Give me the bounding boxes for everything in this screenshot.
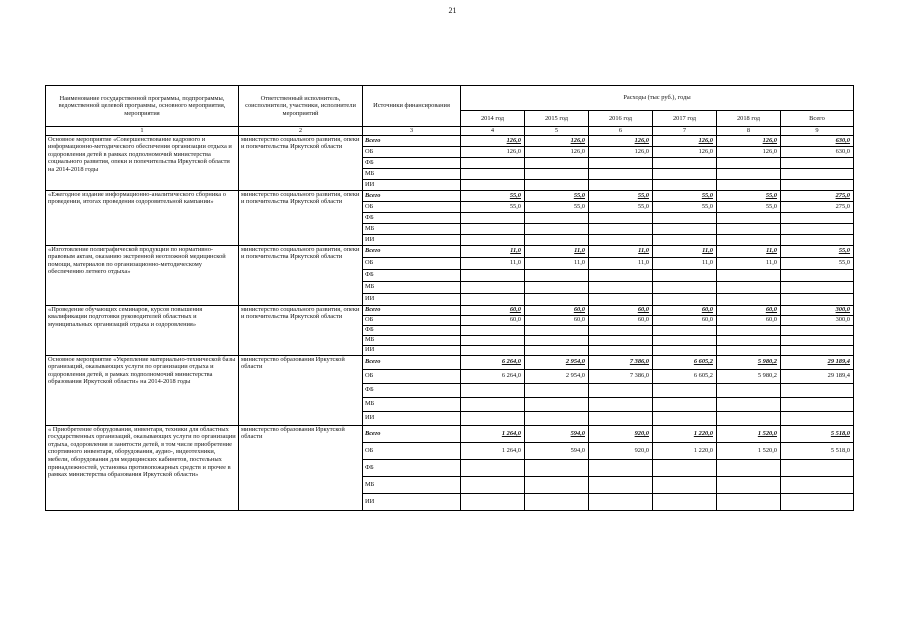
year-value xyxy=(525,281,589,293)
year-value: 55,0 xyxy=(717,201,781,212)
year-value xyxy=(589,212,653,223)
year-value: 7 386,0 xyxy=(589,369,653,383)
column-number: 2 xyxy=(239,127,363,136)
total-value xyxy=(781,335,854,345)
year-value: 126,0 xyxy=(717,135,781,146)
year-value xyxy=(589,293,653,305)
year-value: 6 605,2 xyxy=(653,369,717,383)
header-total: Всего xyxy=(781,111,854,127)
year-value xyxy=(461,168,525,179)
year-value xyxy=(525,179,589,190)
year-value: 11,0 xyxy=(525,245,589,257)
year-value xyxy=(653,335,717,345)
total-value xyxy=(781,411,854,425)
funding-source: Всего xyxy=(363,305,461,315)
year-value xyxy=(653,383,717,397)
total-value: 300,0 xyxy=(781,315,854,325)
total-value: 5 518,0 xyxy=(781,425,854,442)
year-value: 126,0 xyxy=(461,146,525,157)
funding-source: Всего xyxy=(363,245,461,257)
year-value xyxy=(589,281,653,293)
year-value: 60,0 xyxy=(717,315,781,325)
year-value: 126,0 xyxy=(653,135,717,146)
year-value: 60,0 xyxy=(717,305,781,315)
year-value xyxy=(525,293,589,305)
year-value xyxy=(717,476,781,493)
year-value: 1 264,0 xyxy=(461,442,525,459)
table-row xyxy=(46,425,854,442)
year-value xyxy=(717,234,781,245)
funding-source: МБ xyxy=(363,335,461,345)
year-value xyxy=(589,493,653,510)
header-year: 2014 год xyxy=(461,111,525,127)
year-value: 11,0 xyxy=(525,257,589,269)
year-value xyxy=(525,212,589,223)
year-value xyxy=(717,179,781,190)
year-value xyxy=(717,269,781,281)
year-value xyxy=(589,157,653,168)
year-value: 126,0 xyxy=(653,146,717,157)
year-value xyxy=(653,223,717,234)
year-value xyxy=(717,223,781,234)
year-value: 60,0 xyxy=(525,305,589,315)
year-value: 60,0 xyxy=(461,315,525,325)
total-value xyxy=(781,459,854,476)
year-value xyxy=(717,325,781,335)
column-number: 6 xyxy=(589,127,653,136)
year-value xyxy=(717,345,781,355)
total-value xyxy=(781,293,854,305)
year-value xyxy=(525,459,589,476)
year-value xyxy=(589,459,653,476)
executor-name: министерство социального развития, опеки и попечительства Иркутской области xyxy=(239,305,363,355)
year-value xyxy=(589,383,653,397)
year-value: 11,0 xyxy=(461,245,525,257)
funding-source: МБ xyxy=(363,223,461,234)
funding-source: Всего xyxy=(363,425,461,442)
year-value xyxy=(461,397,525,411)
funding-source: ОБ xyxy=(363,369,461,383)
year-value: 55,0 xyxy=(589,201,653,212)
year-value xyxy=(717,168,781,179)
year-value: 5 980,2 xyxy=(717,369,781,383)
year-value xyxy=(653,459,717,476)
column-number: 5 xyxy=(525,127,589,136)
total-value xyxy=(781,157,854,168)
total-value: 55,0 xyxy=(781,257,854,269)
year-value xyxy=(653,168,717,179)
year-value: 60,0 xyxy=(653,315,717,325)
funding-source: МБ xyxy=(363,281,461,293)
year-value: 7 386,0 xyxy=(589,355,653,369)
activity-name: «Ежегодное издание информационно-аналитического сборника о проведении, итогах проведения оздоровительной кампании» xyxy=(46,190,239,245)
year-value: 6 264,0 xyxy=(461,355,525,369)
total-value: 300,0 xyxy=(781,305,854,315)
year-value xyxy=(525,269,589,281)
year-value: 55,0 xyxy=(717,190,781,201)
funding-source: ФБ xyxy=(363,325,461,335)
header-source: Источники финансирования xyxy=(363,86,461,127)
year-value xyxy=(525,168,589,179)
column-number: 9 xyxy=(781,127,854,136)
total-value xyxy=(781,269,854,281)
total-value xyxy=(781,179,854,190)
year-value: 11,0 xyxy=(589,245,653,257)
year-value xyxy=(717,459,781,476)
table-row xyxy=(46,355,854,369)
total-value: 5 518,0 xyxy=(781,442,854,459)
funding-source: ФБ xyxy=(363,459,461,476)
funding-source: Всего xyxy=(363,190,461,201)
total-value: 630,0 xyxy=(781,135,854,146)
year-value xyxy=(461,212,525,223)
year-value xyxy=(717,212,781,223)
total-value: 29 189,4 xyxy=(781,369,854,383)
year-value xyxy=(525,411,589,425)
year-value: 2 954,0 xyxy=(525,355,589,369)
year-value xyxy=(589,234,653,245)
executor-name: министерство социального развития, опеки и попечительства Иркутской области xyxy=(239,135,363,190)
funding-source: ОБ xyxy=(363,201,461,212)
year-value: 55,0 xyxy=(589,190,653,201)
total-value: 275,0 xyxy=(781,201,854,212)
executor-name: министерство образования Иркутской области xyxy=(239,425,363,510)
table-row xyxy=(46,190,854,201)
year-value: 11,0 xyxy=(461,257,525,269)
year-value xyxy=(589,179,653,190)
total-value xyxy=(781,325,854,335)
year-value: 1 220,0 xyxy=(653,425,717,442)
year-value xyxy=(525,325,589,335)
total-value: 630,0 xyxy=(781,146,854,157)
year-value xyxy=(653,476,717,493)
column-number: 7 xyxy=(653,127,717,136)
year-value: 126,0 xyxy=(525,146,589,157)
year-value: 60,0 xyxy=(653,305,717,315)
total-value xyxy=(781,476,854,493)
year-value xyxy=(461,234,525,245)
year-value xyxy=(461,335,525,345)
activity-name: «Изготовление полиграфической продукции по нормативно-правовым актам, оказанию экстренной неотложной медицинской помощи, материалов по организационно-методическому обеспечению летнего отдыха» xyxy=(46,245,239,305)
year-value xyxy=(717,397,781,411)
year-value: 60,0 xyxy=(589,305,653,315)
year-value xyxy=(461,325,525,335)
activity-name: Основное мероприятие «Совершенствование кадрового и информационно-методического обеспечения организации отдыха и оздоровления детей в рамках подполномочий министерства социального развития, опеки и попечительства Иркутской области на 2014-2018 годы xyxy=(46,135,239,190)
year-value xyxy=(653,345,717,355)
column-numbers-row xyxy=(46,127,854,136)
budget-table xyxy=(45,85,854,511)
year-value: 1 264,0 xyxy=(461,425,525,442)
funding-source: МБ xyxy=(363,397,461,411)
year-value xyxy=(589,335,653,345)
year-value xyxy=(589,168,653,179)
year-value xyxy=(461,179,525,190)
year-value: 1 520,0 xyxy=(717,425,781,442)
total-value xyxy=(781,281,854,293)
year-value xyxy=(525,397,589,411)
total-value: 55,0 xyxy=(781,245,854,257)
funding-source: ФБ xyxy=(363,383,461,397)
year-value xyxy=(717,281,781,293)
year-value xyxy=(589,397,653,411)
year-value: 60,0 xyxy=(589,315,653,325)
year-value xyxy=(653,269,717,281)
year-value: 11,0 xyxy=(653,257,717,269)
year-value xyxy=(717,157,781,168)
year-value xyxy=(653,325,717,335)
year-value xyxy=(589,411,653,425)
year-value: 60,0 xyxy=(461,305,525,315)
year-value xyxy=(717,411,781,425)
year-value: 60,0 xyxy=(525,315,589,325)
year-value xyxy=(653,281,717,293)
total-value xyxy=(781,397,854,411)
year-value: 920,0 xyxy=(589,425,653,442)
year-value: 55,0 xyxy=(525,190,589,201)
year-value: 126,0 xyxy=(525,135,589,146)
funding-source: ИИ xyxy=(363,345,461,355)
total-value xyxy=(781,212,854,223)
year-value xyxy=(653,157,717,168)
year-value: 11,0 xyxy=(717,257,781,269)
executor-name: министерство социального развития, опеки и попечительства Иркутской области xyxy=(239,245,363,305)
total-value xyxy=(781,493,854,510)
total-value xyxy=(781,168,854,179)
year-value xyxy=(653,234,717,245)
year-value xyxy=(589,269,653,281)
header-year: 2018 год xyxy=(717,111,781,127)
funding-source: ИИ xyxy=(363,411,461,425)
funding-source: ИИ xyxy=(363,179,461,190)
funding-source: ОБ xyxy=(363,315,461,325)
year-value xyxy=(461,383,525,397)
column-number: 4 xyxy=(461,127,525,136)
year-value xyxy=(461,459,525,476)
year-value: 594,0 xyxy=(525,442,589,459)
year-value xyxy=(589,223,653,234)
year-value xyxy=(461,269,525,281)
year-value xyxy=(717,293,781,305)
header-year: 2017 год xyxy=(653,111,717,127)
header-year: 2015 год xyxy=(525,111,589,127)
year-value xyxy=(525,234,589,245)
year-value: 55,0 xyxy=(461,190,525,201)
year-value xyxy=(525,335,589,345)
table-row xyxy=(46,305,854,315)
column-number: 1 xyxy=(46,127,239,136)
year-value: 6 264,0 xyxy=(461,369,525,383)
year-value xyxy=(589,345,653,355)
year-value: 126,0 xyxy=(461,135,525,146)
funding-source: ОБ xyxy=(363,257,461,269)
year-value xyxy=(589,325,653,335)
year-value: 6 605,2 xyxy=(653,355,717,369)
header-year: 2016 год xyxy=(589,111,653,127)
year-value: 920,0 xyxy=(589,442,653,459)
year-value: 55,0 xyxy=(461,201,525,212)
total-value: 29 189,4 xyxy=(781,355,854,369)
year-value xyxy=(653,397,717,411)
year-value xyxy=(525,157,589,168)
year-value xyxy=(653,179,717,190)
year-value xyxy=(717,383,781,397)
year-value xyxy=(525,345,589,355)
year-value xyxy=(653,411,717,425)
year-value xyxy=(525,493,589,510)
year-value xyxy=(461,293,525,305)
header-executor: Ответственный исполнитель, соисполнители, участники, исполнители мероприятий xyxy=(239,86,363,127)
year-value xyxy=(717,493,781,510)
funding-source: ИИ xyxy=(363,234,461,245)
year-value: 126,0 xyxy=(589,135,653,146)
funding-source: ФБ xyxy=(363,212,461,223)
year-value: 1 220,0 xyxy=(653,442,717,459)
total-value: 275,0 xyxy=(781,190,854,201)
year-value: 11,0 xyxy=(589,257,653,269)
funding-source: ИИ xyxy=(363,293,461,305)
year-value: 2 954,0 xyxy=(525,369,589,383)
year-value: 126,0 xyxy=(717,146,781,157)
funding-source: Всего xyxy=(363,355,461,369)
year-value xyxy=(525,476,589,493)
activity-name: Основное мероприятие «Укрепление материально-технической базы организаций, оказывающих услуги по организации отдыха и оздоровления детей, в рамках подполномочий министерства образования Иркутской области» на 2014-2018 годы xyxy=(46,355,239,425)
funding-source: ИИ xyxy=(363,493,461,510)
funding-source: ФБ xyxy=(363,269,461,281)
funding-source: Всего xyxy=(363,135,461,146)
funding-source: ОБ xyxy=(363,442,461,459)
column-number: 3 xyxy=(363,127,461,136)
year-value xyxy=(653,493,717,510)
total-value xyxy=(781,234,854,245)
year-value xyxy=(461,223,525,234)
year-value xyxy=(461,345,525,355)
year-value xyxy=(525,383,589,397)
executor-name: министерство социального развития, опеки и попечительства Иркутской области xyxy=(239,190,363,245)
year-value xyxy=(461,476,525,493)
activity-name: « Приобретение оборудования, инвентаря, техники для областных государственных организаций, оказывающих услуги по организации отдыха, оздоровления и занятости детей, в том числе приобретение спортивного инвентаря, оборудования, аудио-, видеотехники, мебели, оборудования для медицинских кабинетов, постельных принадлежностей, установка противопожарных средств и прочее в рамках министерства образования Иркутской области» xyxy=(46,425,239,510)
year-value xyxy=(589,476,653,493)
year-value: 126,0 xyxy=(589,146,653,157)
year-value: 594,0 xyxy=(525,425,589,442)
funding-source: ОБ xyxy=(363,146,461,157)
executor-name: министерство образования Иркутской области xyxy=(239,355,363,425)
year-value xyxy=(653,212,717,223)
table-row xyxy=(46,135,854,146)
year-value: 11,0 xyxy=(717,245,781,257)
year-value xyxy=(461,157,525,168)
funding-source: ФБ xyxy=(363,157,461,168)
page-number: 21 xyxy=(448,6,457,15)
year-value xyxy=(461,493,525,510)
total-value xyxy=(781,345,854,355)
column-number: 8 xyxy=(717,127,781,136)
year-value: 55,0 xyxy=(653,201,717,212)
total-value xyxy=(781,223,854,234)
year-value xyxy=(717,335,781,345)
year-value: 55,0 xyxy=(653,190,717,201)
year-value xyxy=(461,281,525,293)
total-value xyxy=(781,383,854,397)
year-value xyxy=(525,223,589,234)
year-value xyxy=(653,293,717,305)
table-row xyxy=(46,245,854,257)
funding-source: МБ xyxy=(363,476,461,493)
year-value: 5 980,2 xyxy=(717,355,781,369)
year-value: 11,0 xyxy=(653,245,717,257)
header-expenses: Расходы (тыс руб.), годы xyxy=(461,86,854,111)
header-program: Наименование государственной программы, подпрограммы, ведомственной целевой программы, основного мероприятия, мероприятия xyxy=(46,86,239,127)
year-value xyxy=(461,411,525,425)
funding-source: МБ xyxy=(363,168,461,179)
activity-name: «Проведение обучающих семинаров, курсов повышения квалификации подготовки руководителей областных и муниципальных организаций отдыха и оздоровления» xyxy=(46,305,239,355)
year-value: 1 520,0 xyxy=(717,442,781,459)
year-value: 55,0 xyxy=(525,201,589,212)
